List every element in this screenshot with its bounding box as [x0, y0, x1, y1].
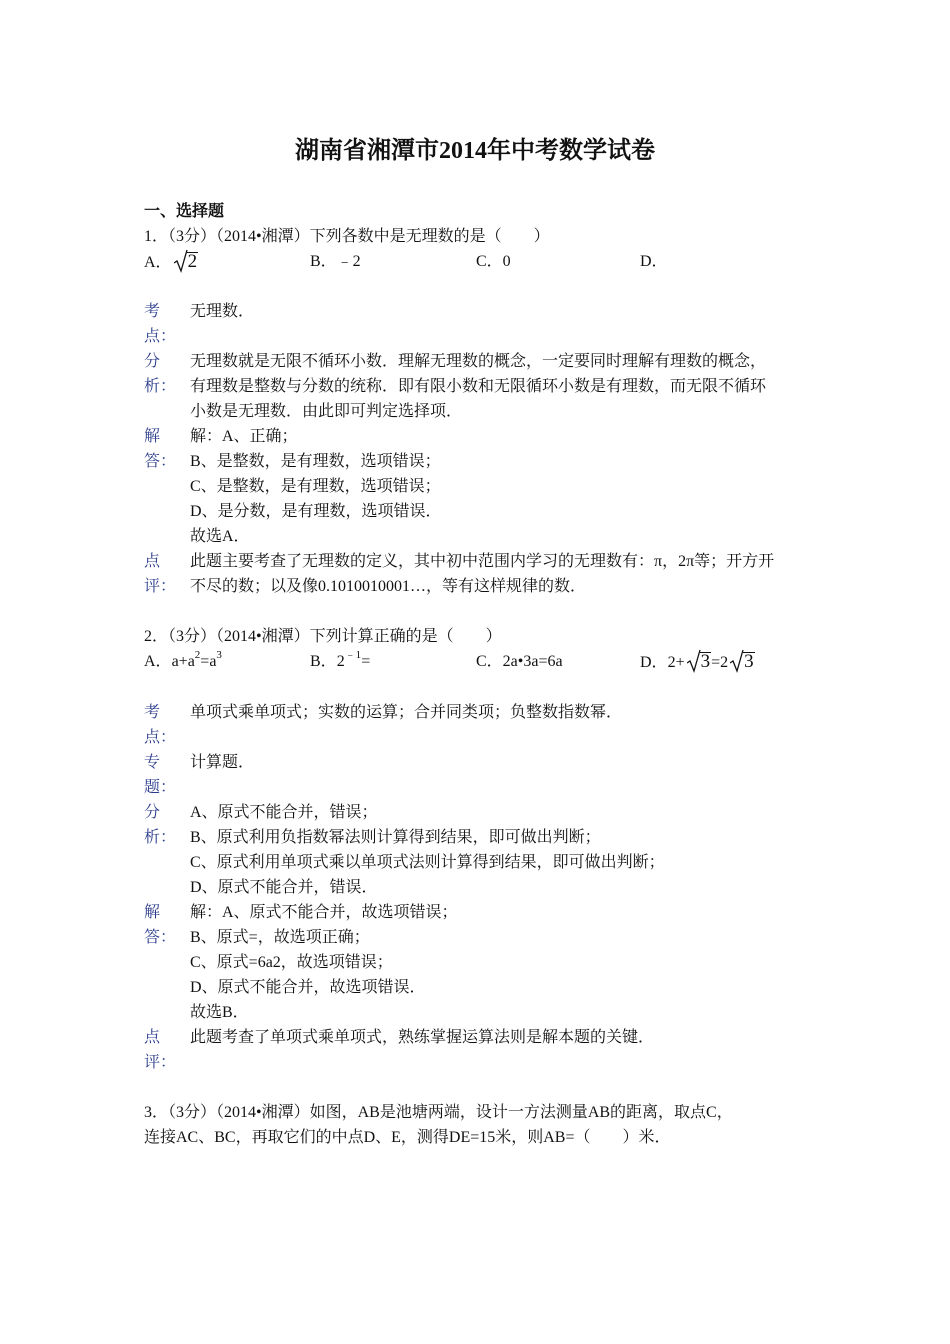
q2-option-a-text: =a: [200, 653, 217, 670]
q2-jieda-line: D、原式不能合并，故选项错误．: [190, 979, 426, 996]
q2-fenxi-line: B、原式利用负指数幂法则计算得到结果，即可做出判断；: [190, 829, 601, 846]
q2-option-a: [144, 648, 222, 672]
q2-kaodian: 单项式乘单项式；实数的运算；合并同类项；负整数指数幂．: [190, 704, 623, 721]
q1-option-c: C．0: [476, 253, 511, 270]
q1-jieda-line: C、是整数，是有理数，选项错误；: [190, 478, 441, 495]
q1-dianping-label-2: 评：: [144, 578, 177, 595]
q2-zhuanti-label-1: 专: [144, 754, 161, 771]
q2-option-a-exponent: 3: [216, 648, 222, 661]
q3-stem-line: 连接AC、BC，再取它们的中点D、E，测得DE=15米，则AB=（ ）米．: [144, 1129, 671, 1146]
q2-kaodian-label-1: 考: [144, 704, 161, 721]
q2-jieda-line: B、原式=，故选项正确；: [190, 929, 370, 946]
q2-fenxi-label-2: 析：: [144, 829, 177, 846]
q2-dianping-label-2: 评：: [144, 1054, 177, 1071]
q2-fenxi-line: A、原式不能合并，错误；: [190, 804, 378, 821]
exam-title: 湖南省湘潭市2014年中考数学试卷: [295, 138, 655, 164]
q1-jieda-line: 解：A、正确；: [190, 428, 298, 445]
q2-option-d-radicand: 3: [700, 651, 711, 672]
q2-option-d-text: =2: [711, 654, 729, 671]
q1-stem: 1．（3分）（2014•湘潭）下列各数中是无理数的是（ ）: [144, 228, 550, 245]
q1-jieda-line: D、是分数，是有理数，选项错误．: [190, 503, 442, 520]
q1-option-a-label: A．: [144, 254, 172, 271]
q2-stem: 2．（3分）（2014•湘潭）下列计算正确的是（ ）: [144, 628, 502, 645]
section-heading: 一、选择题: [144, 203, 225, 220]
q2-option-a-text: a+a: [171, 653, 195, 670]
q2-option-b-exponent: ﹣1: [344, 648, 362, 661]
q2-jieda-line: 解：A、原式不能合并，故选项错误；: [190, 904, 458, 921]
q1-option-b: B．﹣2: [310, 253, 361, 270]
q1-fenxi-line: 无理数就是无限不循环小数．理解无理数的概念，一定要同时理解有理数的概念，: [190, 353, 767, 370]
q2-fenxi-label-1: 分: [144, 804, 161, 821]
q2-jieda-label-2: 答：: [144, 929, 177, 946]
q1-option-a: [144, 252, 198, 273]
q1-jieda-label-1: 解: [144, 428, 161, 445]
q2-kaodian-label-2: 点：: [144, 729, 177, 746]
q2-dianping-label-1: 点: [144, 1029, 161, 1046]
q2-option-b-text: =: [361, 653, 371, 670]
q2-fenxi-line: D、原式不能合并，错误．: [190, 879, 378, 896]
q2-option-d: [640, 652, 755, 673]
sqrt-symbol: [174, 252, 199, 273]
q2-option-d-radicand: 3: [744, 651, 754, 672]
q1-dianping-label-1: 点: [144, 553, 161, 570]
q1-fenxi-line: 小数是无理数．由此即可判定选择项．: [190, 403, 463, 420]
q2-dianping: 此题考查了单项式乘单项式，熟练掌握运算法则是解本题的关键．: [190, 1029, 655, 1046]
q2-jieda-label-1: 解: [144, 904, 161, 921]
q1-dianping-line: 不尽的数；以及像0.1010010001…，等有这样规律的数．: [190, 578, 587, 595]
q2-option-a-exponent: 2: [194, 648, 201, 661]
q1-option-a-value: 2: [187, 251, 198, 272]
q2-jieda-line: 故选B．: [190, 1004, 249, 1021]
q2-option-b-text: 2: [336, 653, 345, 670]
q2-option-d-text: 2+: [667, 654, 685, 671]
q1-kaodian-label-1: 考: [144, 303, 161, 320]
q1-option-d: D．: [640, 253, 668, 270]
q1-kaodian: 无理数．: [190, 303, 255, 320]
q1-jieda-line: 故选A．: [190, 528, 250, 545]
q1-fenxi-line: 有理数是整数与分数的统称．即有限小数和无限循环小数是有理数，而无限不循环: [190, 378, 767, 395]
q2-option-d-label: D．: [640, 654, 668, 671]
sqrt-symbol: [687, 652, 712, 673]
q1-jieda-label-2: 答：: [144, 453, 177, 470]
q2-option-a-label: A．: [144, 653, 172, 670]
q2-jieda-line: C、原式=6a2，故选项错误；: [190, 954, 393, 971]
q1-dianping-line: 此题主要考查了无理数的定义，其中初中范围内学习的无理数有：π，2π等；开方开: [190, 553, 775, 570]
sqrt-symbol: [730, 652, 755, 673]
q1-kaodian-label-2: 点：: [144, 328, 177, 345]
q3-stem-line: 3．（3分）（2014•湘潭）如图，AB是池塘两端，设计一方法测量AB的距离，取点C，: [144, 1104, 733, 1121]
q2-option-b-label: B．: [310, 653, 337, 670]
q2-fenxi-line: C、原式利用单项式乘以单项式法则计算得到结果，即可做出判断；: [190, 854, 665, 871]
q1-fenxi-label-2: 析：: [144, 378, 177, 395]
q2-zhuanti: 计算题．: [190, 754, 255, 771]
q1-jieda-line: B、是整数，是有理数，选项错误；: [190, 453, 441, 470]
q2-option-c: C．2a•3a=6a: [476, 653, 563, 670]
q2-zhuanti-label-2: 题：: [144, 779, 177, 796]
q1-fenxi-label-1: 分: [144, 353, 161, 370]
q2-option-b: [310, 648, 371, 672]
